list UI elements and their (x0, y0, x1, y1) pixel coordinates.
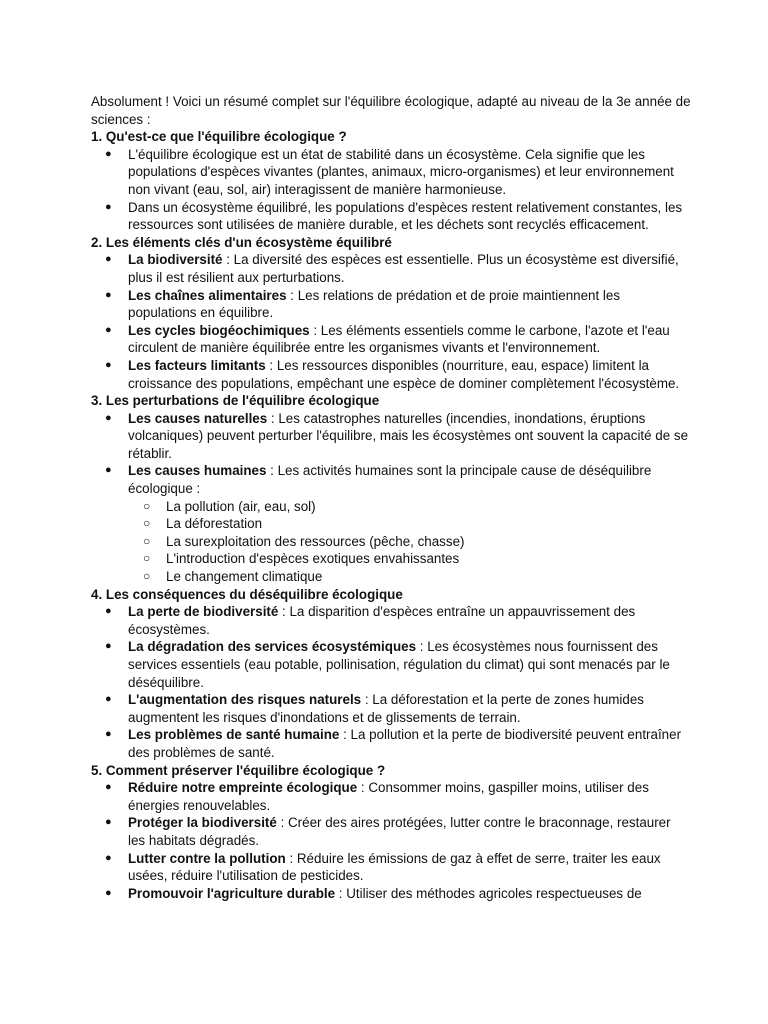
list-item-term: La perte de biodiversité (128, 604, 279, 620)
list-item-text: : Réduire les émissions de gaz à effet de serre, traiter les eaux usées, réduire l'utilisation de pesticides. (128, 850, 661, 884)
list-item-term: Réduire notre empreinte écologique (128, 780, 358, 796)
intro-paragraph: Absolument ! Voici un résumé complet sur l'équilibre écologique, adapté au niveau de la 3e année de sciences : (91, 94, 691, 127)
list-item-text: L'équilibre écologique est un état de stabilité dans un écosystème. Cela signifie que les populations d'espèces vivantes (plantes, animaux, micro-organismes) et leur environnement non vivant (eau, sol, air) interagissent de manière harmonieuse. (128, 146, 674, 197)
list-item (91, 357, 691, 392)
list-item-text: : La disparition d'espèces entraîne un appauvrissement des écosystèmes. (128, 604, 636, 637)
sections-container (91, 128, 691, 902)
list-item-term: La biodiversité (128, 252, 223, 268)
list-item-text: : Utiliser des méthodes agricoles respectueuses de (335, 885, 642, 901)
list-item-term: Promouvoir l'agriculture durable (128, 885, 336, 901)
bullet-list (91, 146, 691, 234)
list-item (91, 814, 691, 849)
list-item (91, 146, 691, 199)
list-item-text: : La diversité des espèces est essentielle. Plus un écosystème est diversifié, plus il est résilient aux perturbations. (128, 252, 679, 285)
list-item-text: Dans un écosystème équilibré, les populations d'espèces restent relativement constantes, les ressources sont utilisées de manière durable, et les déchets sont recyclés efficacement. (128, 199, 683, 233)
list-item-term: Lutter contre la pollution (128, 850, 286, 866)
list-item-text: : La pollution et la perte de biodiversité peuvent entraîner des problèmes de santé. (128, 727, 682, 760)
sub-list-item: ○ L'introduction d'espèces exotiques envahissantes (128, 550, 691, 568)
list-item-term: L'augmentation des risques naturels (128, 692, 362, 708)
list-item (91, 603, 691, 638)
sub-list-item: ○ La déforestation (128, 515, 691, 533)
list-item (91, 779, 691, 814)
list-item-term: La dégradation des services écosystémiques (128, 639, 417, 655)
list-item (91, 638, 691, 691)
list-item-term: Protéger la biodiversité (128, 815, 277, 831)
list-item (91, 322, 691, 357)
section-title: 1. Qu'est-ce que l'équilibre écologique ? (91, 129, 347, 145)
bullet-list (91, 603, 691, 761)
list-item-text: : La déforestation et la perte de zones humides augmentent les risques d'inondations et de glissements de terrain. (128, 692, 644, 725)
list-item-text: : Créer des aires protégées, lutter contre le braconnage, restaurer les habitats dégradés. (128, 815, 671, 848)
list-item-text: : Consommer moins, gaspiller moins, utiliser des énergies renouvelables. (128, 780, 649, 813)
list-item (91, 462, 691, 585)
bullet-list (91, 410, 691, 586)
list-item (91, 691, 691, 726)
list-item-text: : Les ressources disponibles (nourriture, eau, espace) limitent la croissance des populations, empêchant une espèce de dominer complètement l'écosystème. (128, 357, 680, 391)
list-item-term: Les causes naturelles (128, 410, 268, 426)
list-item (91, 885, 691, 903)
list-item (91, 850, 691, 885)
list-item-text: : Les activités humaines sont la principale cause de déséquilibre écologique : (128, 463, 652, 497)
list-item-text: : Les éléments essentiels comme le carbone, l'azote et l'eau circulent de manière équilibrée entre les organismes vivants et l'environnement. (128, 322, 670, 356)
section-title: 3. Les perturbations de l'équilibre écologique (91, 393, 380, 409)
bullet-list (91, 779, 691, 902)
list-item (91, 251, 691, 286)
section-title: 2. Les éléments clés d'un écosystème équilibré (91, 234, 392, 250)
bullet-list (91, 251, 691, 392)
sub-list-item: ○ La pollution (air, eau, sol) (128, 498, 691, 516)
list-item-term: Les cycles biogéochimiques (128, 322, 310, 338)
list-item-term: Les causes humaines (128, 463, 267, 479)
list-item-text: : Les catastrophes naturelles (incendies, inondations, éruptions volcaniques) peuvent perturber l'équilibre, mais les écosystèmes ont souvent la capacité de se rétablir. (128, 410, 689, 461)
list-item-term: Les chaînes alimentaires (128, 287, 287, 303)
list-item-term: Les facteurs limitants (128, 357, 266, 373)
list-item (91, 287, 691, 322)
list-item-text: : Les écosystèmes nous fournissent des services essentiels (eau potable, pollinisation, régulation du climat) qui sont menacés par le déséquilibre. (128, 639, 670, 690)
sub-bullet-list (128, 498, 691, 586)
section-title: 5. Comment préserver l'équilibre écologique ? (91, 762, 386, 778)
list-item (91, 726, 691, 761)
list-item (91, 199, 691, 234)
section-title: 4. Les conséquences du déséquilibre écologique (91, 586, 403, 602)
sub-list-item: ○ Le changement climatique (128, 568, 691, 586)
list-item-text: : Les relations de prédation et de proie maintiennent les populations en équilibre. (128, 287, 621, 321)
document-page (91, 93, 691, 902)
list-item-term: Les problèmes de santé humaine (128, 727, 340, 743)
list-item (91, 410, 691, 463)
sub-list-item: ○ La surexploitation des ressources (pêche, chasse) (128, 533, 691, 551)
